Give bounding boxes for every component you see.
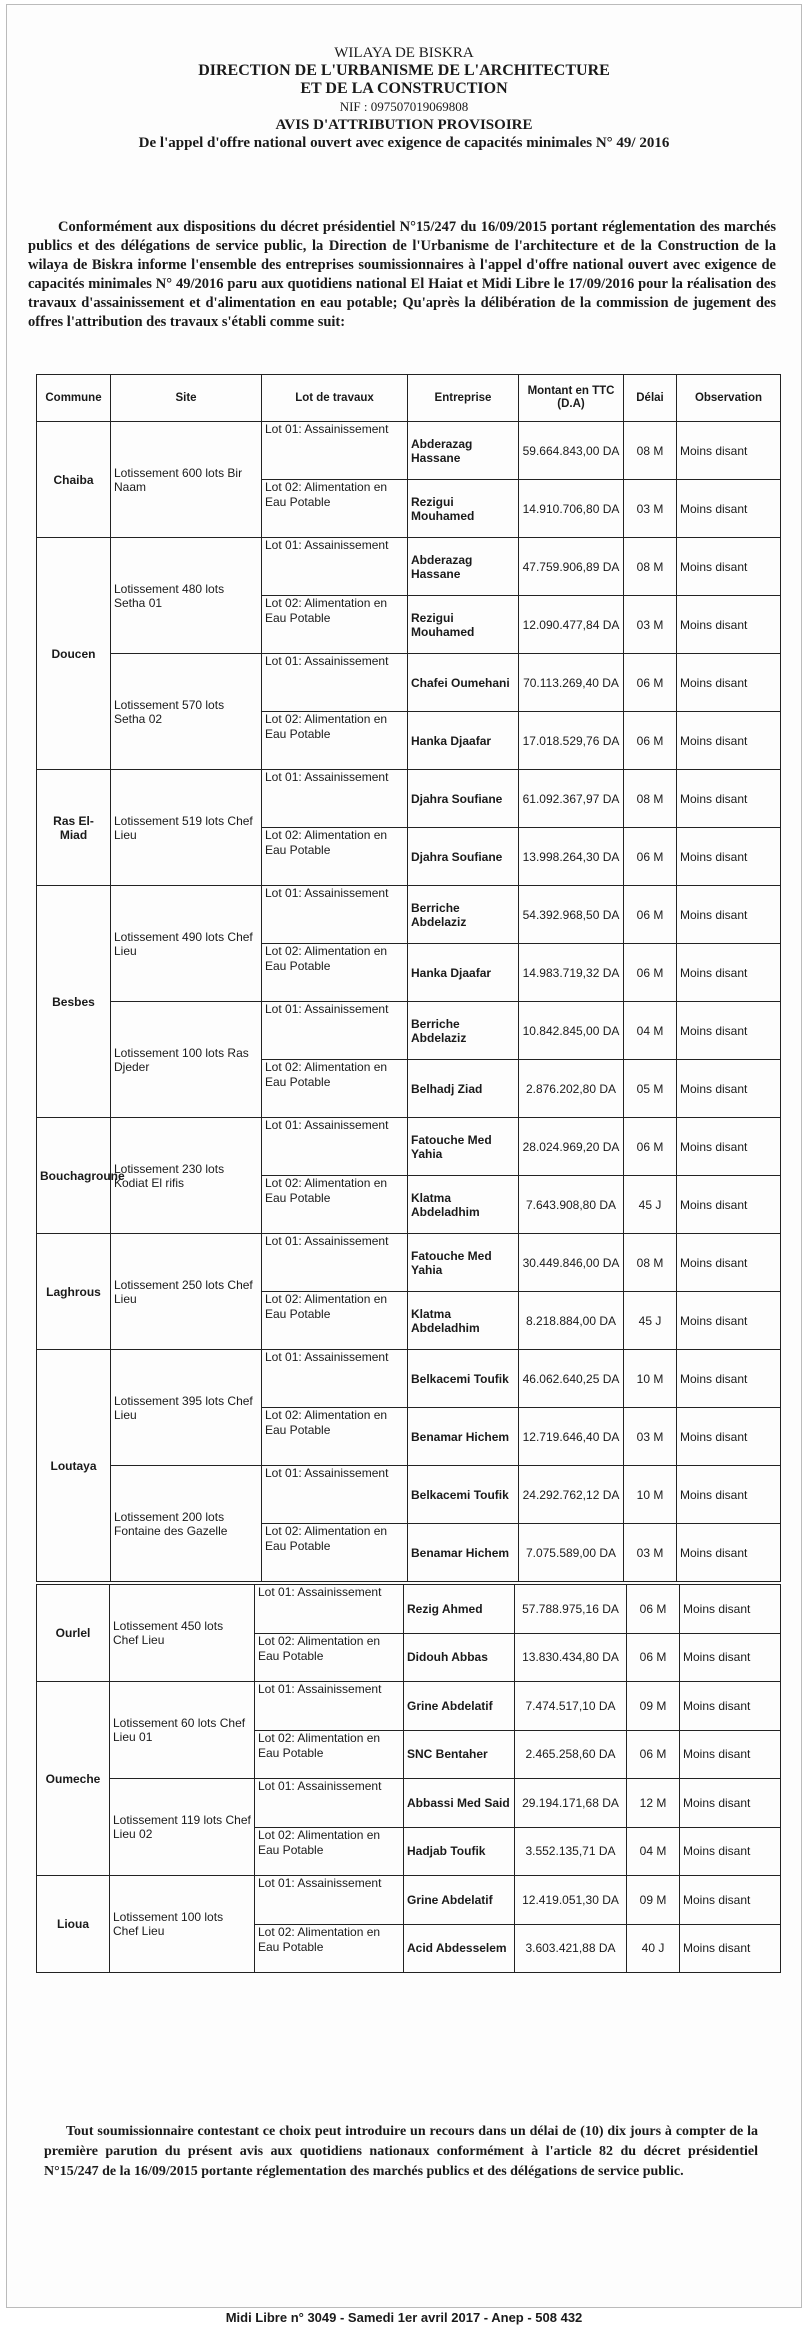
cell-observation: Moins disant bbox=[680, 1730, 781, 1779]
cell-entreprise: Berriche Abdelaziz bbox=[408, 886, 519, 944]
cell-montant: 7.075.589,00 DA bbox=[519, 1524, 624, 1582]
cell-montant: 2.465.258,60 DA bbox=[515, 1730, 627, 1779]
cell-delai: 08 M bbox=[624, 1234, 677, 1292]
nif-number: NIF : 097507019069808 bbox=[339, 99, 469, 114]
cell-lot: Lot 01: Assainissement bbox=[262, 1234, 408, 1292]
cell-entreprise: Didouh Abbas bbox=[404, 1633, 515, 1682]
cell-site: Lotissement 490 lots Chef Lieu bbox=[111, 886, 262, 1002]
cell-entreprise: Grine Abdelatif bbox=[404, 1876, 515, 1925]
cell-commune: Bouchagroune bbox=[37, 1118, 111, 1234]
cell-entreprise: Belhadj Ziad bbox=[408, 1060, 519, 1118]
cell-lot: Lot 01: Assainissement bbox=[255, 1779, 404, 1828]
cell-montant: 28.024.969,20 DA bbox=[519, 1118, 624, 1176]
cell-delai: 03 M bbox=[624, 1408, 677, 1466]
cell-observation: Moins disant bbox=[677, 654, 781, 712]
cell-entreprise: Acid Abdesselem bbox=[404, 1924, 515, 1973]
cell-observation: Moins disant bbox=[680, 1924, 781, 1973]
cell-observation: Moins disant bbox=[677, 1234, 781, 1292]
cell-entreprise: Belkacemi Toufik bbox=[408, 1350, 519, 1408]
cell-lot: Lot 02: Alimentation en Eau Potable bbox=[255, 1730, 404, 1779]
cell-observation: Moins disant bbox=[677, 1002, 781, 1060]
cell-observation: Moins disant bbox=[677, 1466, 781, 1524]
cell-montant: 13.830.434,80 DA bbox=[515, 1633, 627, 1682]
cell-commune: Lioua bbox=[37, 1876, 110, 1973]
header-observation: Observation bbox=[677, 375, 781, 422]
cell-lot: Lot 01: Assainissement bbox=[262, 1466, 408, 1524]
cell-delai: 45 J bbox=[624, 1176, 677, 1234]
cell-lot: Lot 02: Alimentation en Eau Potable bbox=[255, 1633, 404, 1682]
cell-montant: 12.090.477,84 DA bbox=[519, 596, 624, 654]
cell-site: Lotissement 450 lots Chef Lieu bbox=[110, 1585, 255, 1682]
cell-delai: 10 M bbox=[624, 1466, 677, 1524]
cell-montant: 7.643.908,80 DA bbox=[519, 1176, 624, 1234]
cell-delai: 06 M bbox=[624, 1118, 677, 1176]
cell-commune: Laghrous bbox=[37, 1234, 111, 1350]
cell-lot: Lot 02: Alimentation en Eau Potable bbox=[262, 1176, 408, 1234]
table-row bbox=[37, 886, 781, 944]
cell-site: Lotissement 200 lots Fontaine des Gazelle bbox=[111, 1466, 262, 1582]
cell-entreprise: Hanka Djaafar bbox=[408, 712, 519, 770]
cell-lot: Lot 02: Alimentation en Eau Potable bbox=[255, 1827, 404, 1876]
cell-lot: Lot 02: Alimentation en Eau Potable bbox=[255, 1924, 404, 1973]
cell-entreprise: Rezig Ahmed bbox=[404, 1585, 515, 1634]
notice-title: AVIS D'ATTRIBUTION PROVISOIRE bbox=[275, 117, 533, 133]
cell-observation: Moins disant bbox=[677, 828, 781, 886]
cell-observation: Moins disant bbox=[677, 422, 781, 480]
cell-lot: Lot 01: Assainissement bbox=[255, 1585, 404, 1634]
cell-entreprise: Grine Abdelatif bbox=[404, 1682, 515, 1731]
cell-delai: 06 M bbox=[624, 944, 677, 1002]
cell-entreprise: Klatma Abdeladhim bbox=[408, 1176, 519, 1234]
cell-lot: Lot 01: Assainissement bbox=[262, 886, 408, 944]
cell-site: Lotissement 230 lots Kodiat El rifis bbox=[111, 1118, 262, 1234]
cell-commune: Loutaya bbox=[37, 1350, 111, 1582]
cell-entreprise: Abderazag Hassane bbox=[408, 538, 519, 596]
header-commune: Commune bbox=[37, 375, 111, 422]
cell-commune: Ourlel bbox=[37, 1585, 110, 1682]
cell-delai: 06 M bbox=[624, 828, 677, 886]
cell-commune: Ras El-Miad bbox=[37, 770, 111, 886]
table-row bbox=[37, 1118, 781, 1176]
notice-subtitle: De l'appel d'offre national ouvert avec exigence de capacités minimales N° 49/ 2016 bbox=[138, 135, 670, 151]
cell-entreprise: Djahra Soufiane bbox=[408, 828, 519, 886]
cell-entreprise: Hanka Djaafar bbox=[408, 944, 519, 1002]
header-lot: Lot de travaux bbox=[262, 375, 408, 422]
cell-entreprise: Abderazag Hassane bbox=[408, 422, 519, 480]
cell-montant: 7.474.517,10 DA bbox=[515, 1682, 627, 1731]
cell-delai: 08 M bbox=[624, 770, 677, 828]
direction-line-2: ET DE LA CONSTRUCTION bbox=[300, 80, 508, 97]
cell-site: Lotissement 250 lots Chef Lieu bbox=[111, 1234, 262, 1350]
cell-lot: Lot 02: Alimentation en Eau Potable bbox=[262, 1060, 408, 1118]
table-row bbox=[37, 1585, 781, 1634]
cell-entreprise: Fatouche Med Yahia bbox=[408, 1118, 519, 1176]
cell-observation: Moins disant bbox=[677, 1408, 781, 1466]
cell-delai: 08 M bbox=[624, 422, 677, 480]
cell-lot: Lot 01: Assainissement bbox=[262, 654, 408, 712]
cell-entreprise: Djahra Soufiane bbox=[408, 770, 519, 828]
cell-montant: 2.876.202,80 DA bbox=[519, 1060, 624, 1118]
cell-observation: Moins disant bbox=[677, 1292, 781, 1350]
cell-montant: 3.552.135,71 DA bbox=[515, 1827, 627, 1876]
cell-lot: Lot 02: Alimentation en Eau Potable bbox=[262, 1292, 408, 1350]
cell-montant: 10.842.845,00 DA bbox=[519, 1002, 624, 1060]
cell-observation: Moins disant bbox=[677, 1118, 781, 1176]
table-row bbox=[37, 1466, 781, 1524]
cell-montant: 14.910.706,80 DA bbox=[519, 480, 624, 538]
cell-lot: Lot 02: Alimentation en Eau Potable bbox=[262, 596, 408, 654]
cell-commune: Doucen bbox=[37, 538, 111, 770]
cell-montant: 14.983.719,32 DA bbox=[519, 944, 624, 1002]
cell-lot: Lot 02: Alimentation en Eau Potable bbox=[262, 1524, 408, 1582]
cell-entreprise: Hadjab Toufik bbox=[404, 1827, 515, 1876]
cell-observation: Moins disant bbox=[677, 1060, 781, 1118]
cell-delai: 06 M bbox=[624, 654, 677, 712]
cell-site: Lotissement 60 lots Chef Lieu 01 bbox=[110, 1682, 255, 1779]
cell-observation: Moins disant bbox=[680, 1633, 781, 1682]
cell-observation: Moins disant bbox=[677, 944, 781, 1002]
cell-montant: 24.292.762,12 DA bbox=[519, 1466, 624, 1524]
cell-delai: 03 M bbox=[624, 1524, 677, 1582]
cell-lot: Lot 01: Assainissement bbox=[262, 1002, 408, 1060]
cell-entreprise: Belkacemi Toufik bbox=[408, 1466, 519, 1524]
cell-lot: Lot 01: Assainissement bbox=[262, 538, 408, 596]
cell-delai: 10 M bbox=[624, 1350, 677, 1408]
cell-delai: 06 M bbox=[627, 1730, 680, 1779]
cell-site: Lotissement 100 lots Ras Djeder bbox=[111, 1002, 262, 1118]
cell-commune: Oumeche bbox=[37, 1682, 110, 1876]
cell-observation: Moins disant bbox=[677, 1524, 781, 1582]
cell-montant: 12.419.051,30 DA bbox=[515, 1876, 627, 1925]
cell-montant: 70.113.269,40 DA bbox=[519, 654, 624, 712]
cell-observation: Moins disant bbox=[680, 1779, 781, 1828]
cell-observation: Moins disant bbox=[677, 538, 781, 596]
cell-observation: Moins disant bbox=[680, 1585, 781, 1634]
attribution-table bbox=[36, 374, 781, 1582]
cell-montant: 29.194.171,68 DA bbox=[515, 1779, 627, 1828]
table-row bbox=[37, 1779, 781, 1828]
header-montant: Montant en TTC (D.A) bbox=[519, 375, 624, 422]
table-row bbox=[37, 654, 781, 712]
cell-delai: 05 M bbox=[624, 1060, 677, 1118]
cell-site: Lotissement 480 lots Setha 01 bbox=[111, 538, 262, 654]
cell-site: Lotissement 570 lots Setha 02 bbox=[111, 654, 262, 770]
cell-montant: 8.218.884,00 DA bbox=[519, 1292, 624, 1350]
cell-delai: 06 M bbox=[624, 712, 677, 770]
cell-observation: Moins disant bbox=[677, 770, 781, 828]
cell-montant: 12.719.646,40 DA bbox=[519, 1408, 624, 1466]
cell-delai: 08 M bbox=[624, 538, 677, 596]
cell-observation: Moins disant bbox=[677, 1176, 781, 1234]
cell-site: Lotissement 600 lots Bir Naam bbox=[111, 422, 262, 538]
cell-montant: 17.018.529,76 DA bbox=[519, 712, 624, 770]
table-row bbox=[37, 538, 781, 596]
notice-header bbox=[0, 0, 808, 152]
cell-lot: Lot 02: Alimentation en Eau Potable bbox=[262, 712, 408, 770]
cell-entreprise: Benamar Hichem bbox=[408, 1408, 519, 1466]
cell-delai: 03 M bbox=[624, 480, 677, 538]
header-site: Site bbox=[111, 375, 262, 422]
cell-delai: 06 M bbox=[627, 1633, 680, 1682]
table-row bbox=[37, 1002, 781, 1060]
table-row bbox=[37, 1234, 781, 1292]
cell-montant: 30.449.846,00 DA bbox=[519, 1234, 624, 1292]
cell-delai: 06 M bbox=[624, 886, 677, 944]
cell-montant: 61.092.367,97 DA bbox=[519, 770, 624, 828]
table-row bbox=[37, 1876, 781, 1925]
footer-paragraph: Tout soumissionnaire contestant ce choix peut introduire un recours dans un délai de (10) dix jours à compter de la première parution du présent avis aux quotidiens nationaux conformément à l'article 82 du décret présidentiel N°15/247 de la 16/09/2015 portante réglementation des marchés publics et des délégations de service public. bbox=[44, 2124, 758, 2179]
cell-montant: 3.603.421,88 DA bbox=[515, 1924, 627, 1973]
table-row bbox=[37, 770, 781, 828]
cell-observation: Moins disant bbox=[680, 1827, 781, 1876]
cell-observation: Moins disant bbox=[677, 1350, 781, 1408]
cell-lot: Lot 02: Alimentation en Eau Potable bbox=[262, 1408, 408, 1466]
cell-lot: Lot 02: Alimentation en Eau Potable bbox=[262, 480, 408, 538]
cell-montant: 47.759.906,89 DA bbox=[519, 538, 624, 596]
cell-lot: Lot 01: Assainissement bbox=[255, 1682, 404, 1731]
header-delai: Délai bbox=[624, 375, 677, 422]
cell-lot: Lot 01: Assainissement bbox=[262, 1118, 408, 1176]
cell-delai: 09 M bbox=[627, 1876, 680, 1925]
intro-paragraph: Conformément aux dispositions du décret présidentiel N°15/247 du 16/09/2015 portant réglementation des marchés publics et des délégations de service public, la Direction de l'Urbanisme de l'architecture et de la Construction de la wilaya de Biskra informe l'ensemble des entreprises soumissionnaires à l'appel d'offre national ouvert avec exigence de capacités minimales N° 49/2016 paru aux quotidiens national El Haiat et Midi Libre le 17/09/2016 pour la réalisation des travaux d'assainissement et d'alimentation en eau potable; Qu'après la délibération de la commission de jugement des offres l'attribution des travaux s'établi comme suit: bbox=[28, 219, 776, 330]
cell-lot: Lot 01: Assainissement bbox=[262, 422, 408, 480]
cell-commune: Besbes bbox=[37, 886, 111, 1118]
cell-entreprise: Fatouche Med Yahia bbox=[408, 1234, 519, 1292]
cell-lot: Lot 01: Assainissement bbox=[262, 770, 408, 828]
cell-entreprise: Berriche Abdelaziz bbox=[408, 1002, 519, 1060]
cell-delai: 09 M bbox=[627, 1682, 680, 1731]
cell-montant: 46.062.640,25 DA bbox=[519, 1350, 624, 1408]
cell-observation: Moins disant bbox=[680, 1682, 781, 1731]
cell-entreprise: Rezigui Mouhamed bbox=[408, 480, 519, 538]
header-entreprise: Entreprise bbox=[408, 375, 519, 422]
publication-credit: Midi Libre n° 3049 - Samedi 1er avril 2017 - Anep - 508 432 bbox=[225, 2310, 583, 2325]
cell-entreprise: SNC Bentaher bbox=[404, 1730, 515, 1779]
cell-observation: Moins disant bbox=[677, 712, 781, 770]
table-row bbox=[37, 1682, 781, 1731]
cell-montant: 54.392.968,50 DA bbox=[519, 886, 624, 944]
cell-site: Lotissement 519 lots Chef Lieu bbox=[111, 770, 262, 886]
cell-commune: Chaiba bbox=[37, 422, 111, 538]
cell-delai: 04 M bbox=[627, 1827, 680, 1876]
cell-lot: Lot 01: Assainissement bbox=[255, 1876, 404, 1925]
cell-observation: Moins disant bbox=[677, 596, 781, 654]
table-row bbox=[37, 422, 781, 480]
cell-site: Lotissement 100 lots Chef Lieu bbox=[110, 1876, 255, 1973]
cell-observation: Moins disant bbox=[677, 480, 781, 538]
cell-entreprise: Benamar Hichem bbox=[408, 1524, 519, 1582]
cell-delai: 04 M bbox=[624, 1002, 677, 1060]
cell-montant: 57.788.975,16 DA bbox=[515, 1585, 627, 1634]
cell-lot: Lot 02: Alimentation en Eau Potable bbox=[262, 944, 408, 1002]
wilaya-name: WILAYA DE BISKRA bbox=[334, 45, 474, 61]
cell-entreprise: Abbassi Med Said bbox=[404, 1779, 515, 1828]
table-row bbox=[37, 1350, 781, 1408]
cell-delai: 40 J bbox=[627, 1924, 680, 1973]
direction-line-1: DIRECTION DE L'URBANISME DE L'ARCHITECTURE bbox=[198, 62, 610, 79]
cell-montant: 13.998.264,30 DA bbox=[519, 828, 624, 886]
cell-delai: 12 M bbox=[627, 1779, 680, 1828]
cell-delai: 45 J bbox=[624, 1292, 677, 1350]
cell-entreprise: Klatma Abdeladhim bbox=[408, 1292, 519, 1350]
cell-montant: 59.664.843,00 DA bbox=[519, 422, 624, 480]
cell-observation: Moins disant bbox=[680, 1876, 781, 1925]
attribution-table-continued bbox=[36, 1584, 781, 1973]
table-header-row bbox=[37, 375, 781, 422]
cell-lot: Lot 02: Alimentation en Eau Potable bbox=[262, 828, 408, 886]
cell-delai: 03 M bbox=[624, 596, 677, 654]
cell-delai: 06 M bbox=[627, 1585, 680, 1634]
cell-site: Lotissement 395 lots Chef Lieu bbox=[111, 1350, 262, 1466]
cell-lot: Lot 01: Assainissement bbox=[262, 1350, 408, 1408]
cell-entreprise: Rezigui Mouhamed bbox=[408, 596, 519, 654]
cell-observation: Moins disant bbox=[677, 886, 781, 944]
cell-site: Lotissement 119 lots Chef Lieu 02 bbox=[110, 1779, 255, 1876]
cell-entreprise: Chafei Oumehani bbox=[408, 654, 519, 712]
